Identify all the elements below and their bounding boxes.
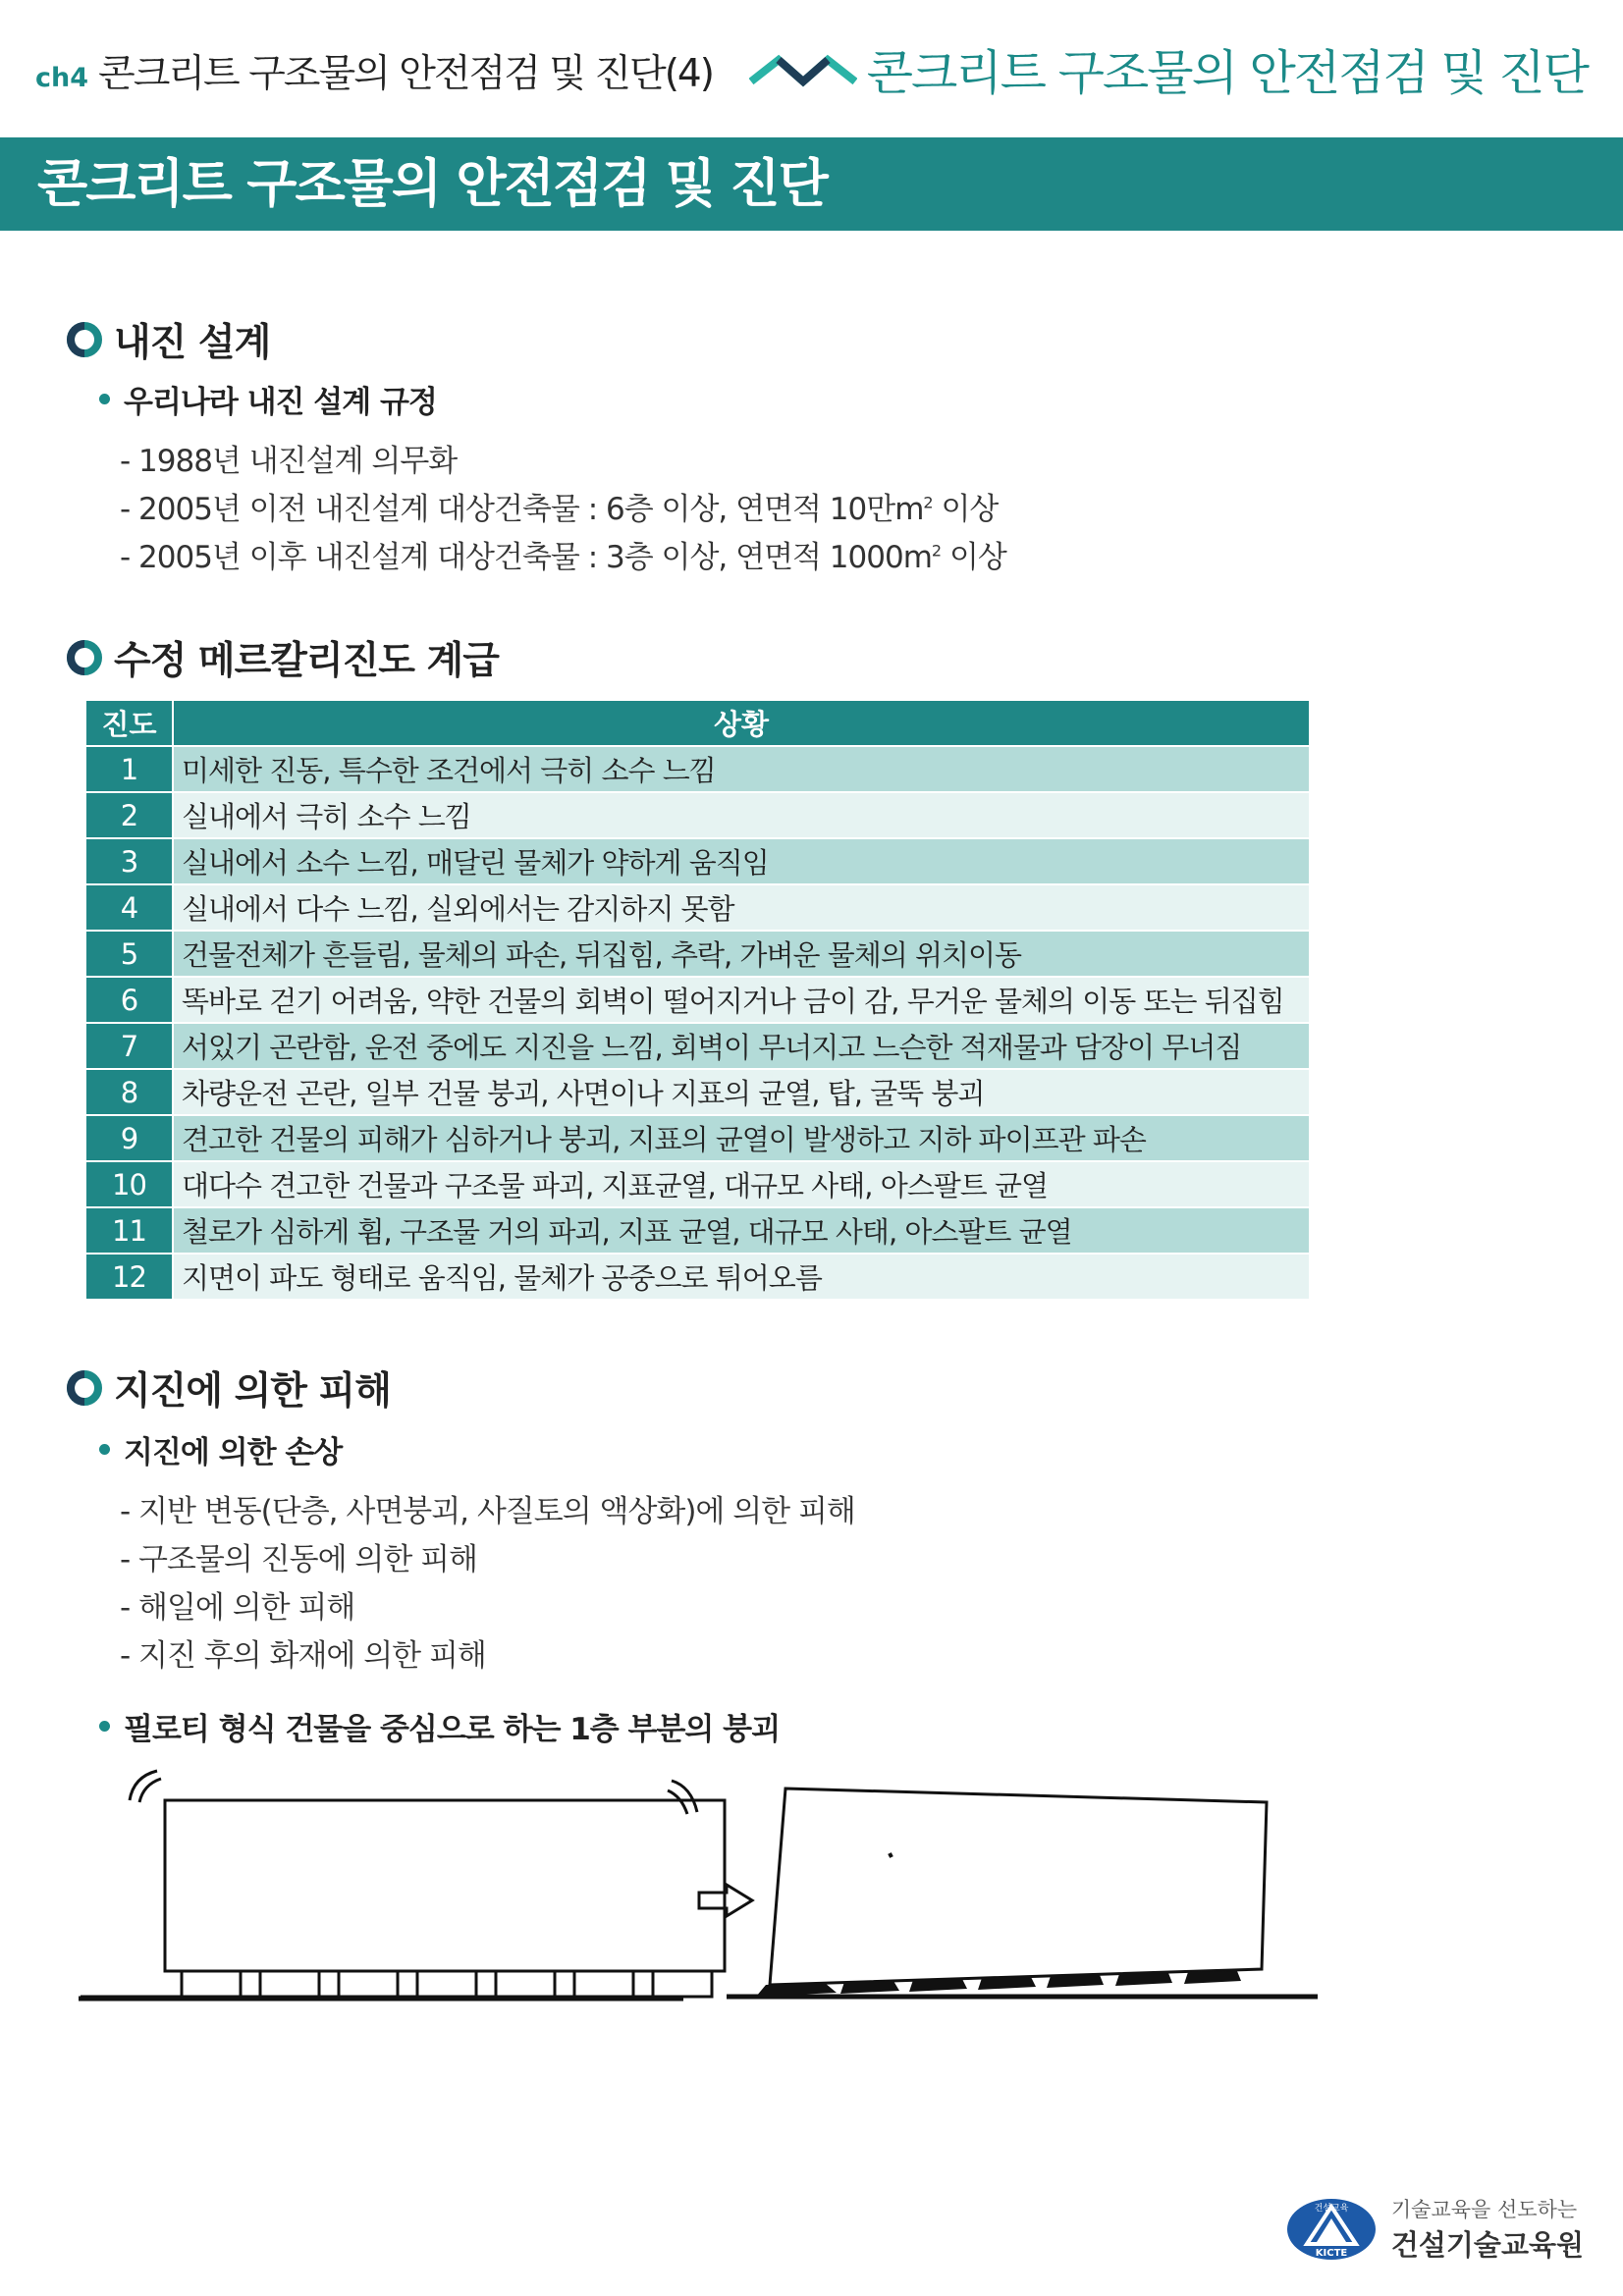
seismic-line-2 [120, 484, 998, 528]
situation-cell: 지면이 파도 형태로 움직임, 물체가 공중으로 튀어오름 [173, 1254, 1310, 1300]
title-banner [0, 137, 1623, 231]
kicte-logo-icon [1285, 2197, 1378, 2262]
chapter-title: 콘크리트 구조물의 안전점검 및 진단(4) [98, 52, 713, 96]
chapter-header [35, 43, 713, 98]
damage-line-4: - 지진 후의 화재에 의한 피해 [120, 1638, 486, 1674]
subheading-earthquake-damage-types [99, 1427, 342, 1471]
section-title: 지진에 의한 피해 [114, 1369, 391, 1414]
footer [1285, 2194, 1584, 2264]
situation-cell: 실내에서 소수 느낌, 매달린 물체가 약하게 움직임 [173, 838, 1310, 884]
brand-header [749, 35, 1588, 104]
line-suffix: 이상 [932, 492, 999, 527]
bullet-ring-icon [67, 1370, 102, 1406]
situation-cell: 미세한 진동, 특수한 조건에서 극히 소수 느낌 [173, 746, 1310, 792]
table-row [85, 1115, 1310, 1161]
situation-cell: 실내에서 극히 소수 느낌 [173, 792, 1310, 838]
footer-org-name: 건설기술교육원 [1390, 2228, 1584, 2262]
table-row [85, 1161, 1310, 1207]
section-title: 수정 메르칼리진도 계급 [114, 639, 499, 683]
brand-title: 콘크리트 구조물의 안전점검 및 진단 [866, 45, 1588, 101]
seismic-line-3-text: - 2005년 이후 내진설계 대상건축물 : 3층 이상, 연면적 1000m [120, 540, 932, 575]
table-row [85, 884, 1310, 931]
teal-wave-logo-icon [749, 52, 857, 87]
logo-text-bottom: KICTE [1315, 2247, 1348, 2259]
situation-cell: 철로가 심하게 휨, 구조물 거의 파괴, 지표 균열, 대규모 사태, 아스팔트 균열 [173, 1207, 1310, 1254]
superscript: 2 [931, 541, 942, 561]
situation-cell: 실내에서 다수 느낌, 실외에서는 감지하지 못함 [173, 884, 1310, 931]
table-row [85, 746, 1310, 792]
damage-line-2: - 구조물의 진동에 의한 피해 [120, 1542, 478, 1577]
section-heading-earthquake-damage [67, 1361, 391, 1415]
logo-text-top: 건설교육 [1314, 2203, 1349, 2214]
seismic-line-3 [120, 532, 1006, 576]
damage-line-3: - 해일에 의한 피해 [120, 1590, 355, 1626]
section-heading-seismic-design [67, 312, 270, 367]
situation-cell: 견고한 건물의 피해가 심하거나 붕괴, 지표의 균열이 발생하고 지하 파이프관 파손 [173, 1115, 1310, 1161]
table-row [85, 1207, 1310, 1254]
bullet-dot-icon [99, 394, 110, 404]
intensity-cell: 5 [85, 931, 173, 977]
bullet-ring-icon [67, 322, 102, 357]
superscript: 2 [923, 493, 933, 512]
intensity-cell: 1 [85, 746, 173, 792]
table-row [85, 1069, 1310, 1115]
situation-cell: 서있기 곤란함, 운전 중에도 지진을 느낌, 회벽이 무너지고 느슨한 적재물과 담장이 무너짐 [173, 1023, 1310, 1069]
intensity-cell: 10 [85, 1161, 173, 1207]
damage-line-1: - 지반 변동(단층, 사면붕괴, 사질토의 액상화)에 의한 피해 [120, 1494, 855, 1529]
chapter-label: ch4 [35, 63, 89, 93]
column-header-situation: 상황 [173, 700, 1310, 746]
intensity-cell: 7 [85, 1023, 173, 1069]
intact-building-drawing [81, 1800, 725, 1998]
subheading-piloti-collapse [99, 1704, 780, 1748]
table-row [85, 1254, 1310, 1300]
section-heading-mercalli [67, 630, 499, 685]
section-title: 내진 설계 [114, 321, 271, 365]
situation-cell: 똑바로 걷기 어려움, 약한 건물의 회벽이 떨어지거나 금이 감, 무거운 물체의 이동 또는 뒤집힘 [173, 977, 1310, 1023]
situation-cell: 대다수 견고한 건물과 구조물 파괴, 지표균열, 대규모 사태, 아스팔트 균열 [173, 1161, 1310, 1207]
intensity-cell: 8 [85, 1069, 173, 1115]
subheading-title: 지진에 의한 손상 [124, 1435, 343, 1470]
banner-title: 콘크리트 구조물의 안전점검 및 진단 [37, 154, 827, 214]
situation-cell: 건물전체가 흔들림, 물체의 파손, 뒤집힘, 추락, 가벼운 물체의 위치이동 [173, 931, 1310, 977]
column-header-intensity: 진도 [85, 700, 173, 746]
table-row [85, 838, 1310, 884]
seismic-line-2-text: - 2005년 이전 내진설계 대상건축물 : 6층 이상, 연면적 10만m [120, 492, 924, 527]
line-suffix: 이상 [941, 540, 1006, 575]
table-body [85, 746, 1310, 1300]
situation-cell: 차량운전 곤란, 일부 건물 붕괴, 사면이나 지표의 균열, 탑, 굴뚝 붕괴 [173, 1069, 1310, 1115]
subheading-korea-seismic-rules [99, 377, 437, 421]
footer-text [1391, 2194, 1584, 2264]
piloti-collapse-illustration [79, 1767, 1325, 2012]
seismic-line-1: - 1988년 내진설계 의무화 [120, 444, 458, 479]
footer-slogan: 기술교육을 선도하는 [1390, 2198, 1578, 2221]
intensity-cell: 3 [85, 838, 173, 884]
table-row [85, 931, 1310, 977]
table-row [85, 977, 1310, 1023]
intensity-cell: 4 [85, 884, 173, 931]
subheading-title: 우리나라 내진 설계 규정 [124, 385, 437, 420]
collapsed-building-drawing [770, 1789, 1267, 1985]
intensity-cell: 12 [85, 1254, 173, 1300]
mercalli-table [84, 699, 1311, 1301]
intensity-cell: 11 [85, 1207, 173, 1254]
bullet-dot-icon [99, 1444, 110, 1455]
intensity-cell: 6 [85, 977, 173, 1023]
table-header-row [85, 700, 1310, 746]
bullet-dot-icon [99, 1721, 110, 1732]
table-row [85, 792, 1310, 838]
shaking-marks-icon [130, 1771, 697, 1814]
intensity-cell: 9 [85, 1115, 173, 1161]
table-row [85, 1023, 1310, 1069]
bullet-ring-icon [67, 640, 102, 675]
subheading-title: 필로티 형식 건물을 중심으로 하는 1층 부분의 붕괴 [124, 1712, 781, 1747]
intensity-cell: 2 [85, 792, 173, 838]
